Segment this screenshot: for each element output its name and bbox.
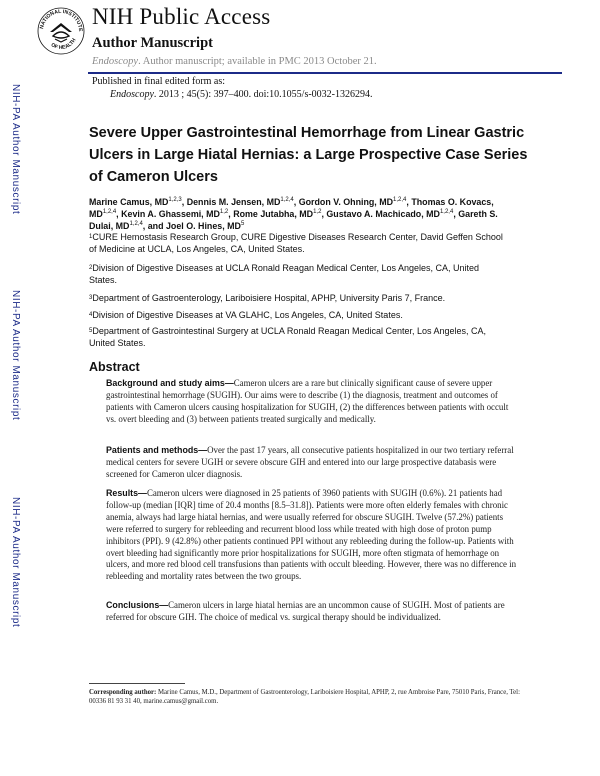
section-lead: Results— xyxy=(106,488,147,498)
section-lead: Patients and methods— xyxy=(106,445,208,455)
citation-details: . 2013 ; 45(5): 397–400. doi:10.1055/s-0032-1326294. xyxy=(153,88,373,100)
availability-text: . Author manuscript; available in PMC 2013 October 21. xyxy=(138,56,377,67)
author: Joel O. Hines, $MD^5$ xyxy=(165,221,245,231)
author: Marine Camus, MD$^{1,2,3}$, xyxy=(89,197,187,207)
section-text: Cameron ulcers are a rare but clinically significant cause of severe upper gastrointestinal hemorrhage (SUGIH). Our aims were to describe (1) the diagnosis, treatment and outcomes of patients with Cameron ulcers causing hospitalization for SUGIH, (2) the differences between patients with occult vs. overt bleeding and (3) between patients treated surgically and medically. xyxy=(106,378,509,424)
side-label-top: NIH-PA Author Manuscript xyxy=(10,84,21,215)
svg-text:NATIONAL INSTITUTES: NATIONAL INSTITUTE xyxy=(39,8,84,32)
abstract-background xyxy=(106,378,519,426)
publication-line: Published in final edited form as: xyxy=(92,76,226,87)
author: Gustavo A. Machicado, MD$^{1,2,4}$, xyxy=(326,209,459,219)
affiliation: $^2$Division of Digestive Diseases at UCLA Ronald Reagan Medical Center, Los Angeles, CA, United States. xyxy=(89,263,480,285)
svg-text:OF HEALTH: OF HEALTH xyxy=(49,37,78,52)
repository-title: NIH Public Access xyxy=(92,4,271,29)
footnote-text: Marine Camus, M.D., Department of Gastroenterology, Lariboisiere Hospital, APHP, 2, rue Ambroise Pare, 75010 Paris, France, Tel: 00336 81 93 31 40, marine.camus@gmail.com. xyxy=(89,689,520,705)
citation-journal: Endoscopy xyxy=(110,88,154,100)
section-text: Cameron ulcers in large hiatal hernias are an uncommon cause of SUGIH. Most of patients are referred for obscure GIH. The choice of medical vs. surgical therapy should be individualized. xyxy=(106,600,505,622)
footnote-divider xyxy=(89,683,185,684)
abstract-methods xyxy=(106,445,519,481)
section-lead: Conclusions— xyxy=(106,600,169,610)
article-title: Severe Upper Gastrointestinal Hemorrhage from Linear Gastric Ulcers in Large Hiatal Hernias: a Large Prospective Case Series of Cameron Ulcers xyxy=(89,125,528,185)
author: Gareth S. Dulai, MD$^{1,2,4}$, and xyxy=(89,209,498,231)
affiliation: $^5$Department of Gastrointestinal Surgery at UCLA Ronald Reagan Medical Center, Los Angeles, CA, United States. xyxy=(89,326,487,348)
availability-line xyxy=(92,56,377,67)
side-label-bottom: NIH-PA Author Manuscript xyxy=(10,497,21,628)
affiliation: $^1$CURE Hemostasis Research Group, CURE Digestive Diseases Research Center, David Geffen School of Medicine at UCLA, Los Angeles, CA, United States. xyxy=(89,232,503,254)
publication-info xyxy=(92,76,373,101)
affiliation: $^4$Division of Digestive Diseases at VA GLAHC, Los Angeles, CA, United States. xyxy=(89,310,403,320)
manuscript-label: Author Manuscript xyxy=(92,35,213,51)
nih-logo-icon xyxy=(36,6,86,56)
author: Dennis M. Jensen, MD$^{1,2,4}$, xyxy=(186,197,299,207)
author: Rome Jutabha, MD$^{1,2}$, xyxy=(233,209,327,219)
author-list xyxy=(89,196,517,232)
journal-name: Endoscopy xyxy=(92,56,139,67)
footnote-lead: Corresponding author: xyxy=(89,689,157,696)
abstract-heading: Abstract xyxy=(89,360,140,374)
section-lead: Background and study aims— xyxy=(106,378,234,388)
section-text: Over the past 17 years, all consecutive patients hospitalized in our two tertiary referral medical centers for severe UGIH or severe obscure GIH and entered into our large prospective databasis were screened for Cameron ulcer diagnosis. xyxy=(106,445,514,479)
header-divider xyxy=(88,72,562,74)
author: Kevin A. Ghassemi, MD$^{1,2}$, xyxy=(121,209,234,219)
affiliation: $^3$Department of Gastroenterology, Lariboisiere Hospital, APHP, University Paris 7, France. xyxy=(89,293,446,303)
author: Thomas O. Kovacs, MD$^{1,2,4}$, xyxy=(89,197,494,219)
abstract-conclusions xyxy=(106,600,519,624)
abstract-results xyxy=(106,488,519,583)
side-label-middle: NIH-PA Author Manuscript xyxy=(10,290,21,421)
citation xyxy=(92,89,373,102)
nih-logo xyxy=(36,6,86,56)
author: Gordon V. Ohning, MD$^{1,2,4}$, xyxy=(298,197,412,207)
section-text: Cameron ulcers were diagnosed in 25 patients of 3960 patients with SUGIH (0.6%). 21 patients had follow-up (median [IQR] time of 20.4 months [8.5–31.8]). Patients were more often elderly females with chronic anemia, always had large hiatal hernias, and were usually referred for obscure SUGIH. Twelve (57.2%) patients were referred to surgery for rebleeding and recurrent blood loss while treated with high dose of proton pump inhibitors (PPI). 9 (42.8%) other patients continued PPI without any rebleeding during the follow-up. Patients with overt bleeding had significantly more prior hospitalizations for SUGIH, more often stigmata of hemorrhage on ulcers, and more red blood cell transfusions than patients with occult bleeding. However, there was no difference in rebleeding and mortality rates between the two groups. xyxy=(106,488,517,582)
corresponding-author-footnote xyxy=(89,688,529,706)
